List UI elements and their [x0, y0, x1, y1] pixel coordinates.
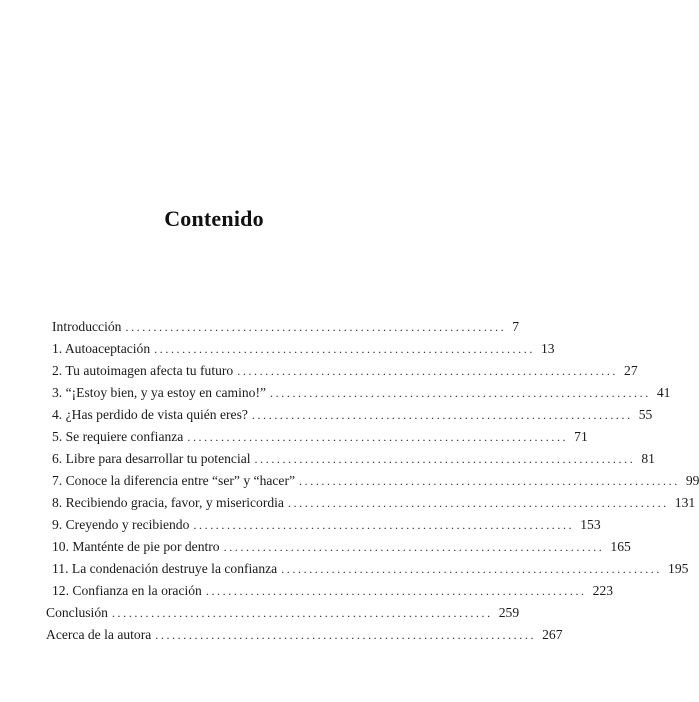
toc-entry-title: Acerca de la autora	[46, 627, 152, 642]
toc-entry	[52, 470, 699, 492]
toc-entry-page: 7	[512, 319, 520, 334]
toc-entry	[52, 448, 655, 470]
toc-entry-title: 8. Recibiendo gracia, favor, y misericordia	[52, 495, 284, 510]
toc-entry-page: 41	[656, 385, 671, 400]
toc-entry-title: 5. Se requiere confianza	[52, 429, 184, 444]
toc-entry	[52, 316, 520, 338]
toc-entry-page: 27	[624, 363, 638, 378]
toc-entry-title: 7. Conoce la diferencia entre “ser” y “hacer”	[52, 473, 296, 488]
toc-leader-dots: ....................................................................	[281, 562, 663, 576]
toc-leader-dots: ....................................................................	[205, 584, 587, 598]
toc-entry-title: 3. “¡Estoy bien, y ya estoy en camino!”	[52, 385, 267, 400]
toc-entry-page: 259	[498, 605, 520, 620]
toc-entry-page: 153	[580, 517, 601, 532]
toc-leader-dots: ....................................................................	[223, 540, 605, 554]
toc-entry	[52, 426, 588, 448]
toc-entry	[52, 558, 689, 580]
toc-entry-page: 165	[610, 539, 631, 554]
toc-entry-title: Introducción	[52, 319, 122, 334]
contents-heading: Contenido	[164, 206, 264, 231]
toc-entry	[52, 580, 614, 602]
toc-entry	[52, 536, 631, 558]
toc-entry-page: 13	[540, 341, 555, 356]
toc-entry	[52, 514, 601, 536]
toc-entry-page: 267	[542, 627, 563, 642]
toc-entry	[46, 624, 563, 646]
toc-leader-dots: ....................................................................	[111, 606, 493, 620]
toc-entry-page: 195	[668, 561, 689, 576]
toc-leader-dots: ....................................................................	[155, 628, 537, 642]
toc-entry-title: Conclusión	[46, 605, 108, 620]
toc-entry-title: 6. Libre para desarrollar tu potencial	[52, 451, 251, 466]
toc-entry-page: 81	[641, 451, 655, 466]
toc-entry	[52, 360, 638, 382]
toc-leader-dots: ....................................................................	[237, 364, 619, 378]
toc-leader-dots: ....................................................................	[154, 342, 535, 356]
toc-entry-title: 10. Manténte de pie por dentro	[52, 539, 220, 554]
toc-entry-title: 11. La condenación destruye la confianza	[52, 561, 278, 576]
toc-leader-dots: ....................................................................	[251, 408, 633, 422]
toc-entry-page: 131	[674, 495, 696, 510]
toc-entry-title: 4. ¿Has perdido de vista quién eres?	[52, 407, 248, 422]
toc-leader-dots: ....................................................................	[287, 496, 669, 510]
toc-entry-page: 223	[592, 583, 614, 598]
toc-leader-dots: ....................................................................	[187, 430, 569, 444]
toc-entry	[52, 338, 555, 360]
toc-leader-dots: ....................................................................	[270, 386, 651, 400]
toc-entry	[52, 404, 653, 426]
toc-entry	[52, 382, 671, 404]
toc-entry-page: 71	[574, 429, 588, 444]
toc-entry	[46, 602, 520, 624]
toc-leader-dots: ....................................................................	[125, 320, 507, 334]
toc-entry-title: 12. Confianza en la oración	[52, 583, 202, 598]
toc-entry-title: 9. Creyendo y recibiendo	[52, 517, 190, 532]
toc-leader-dots: ....................................................................	[254, 452, 636, 466]
toc-entry-page: 99	[685, 473, 699, 488]
toc-entry-page: 55	[638, 407, 653, 422]
toc-leader-dots: ....................................................................	[299, 474, 680, 488]
toc-entry-title: 1. Autoaceptación	[52, 341, 151, 356]
toc-entry-title: 2. Tu autoimagen afecta tu futuro	[52, 363, 234, 378]
toc-leader-dots: ....................................................................	[193, 518, 575, 532]
toc-entry	[52, 492, 696, 514]
